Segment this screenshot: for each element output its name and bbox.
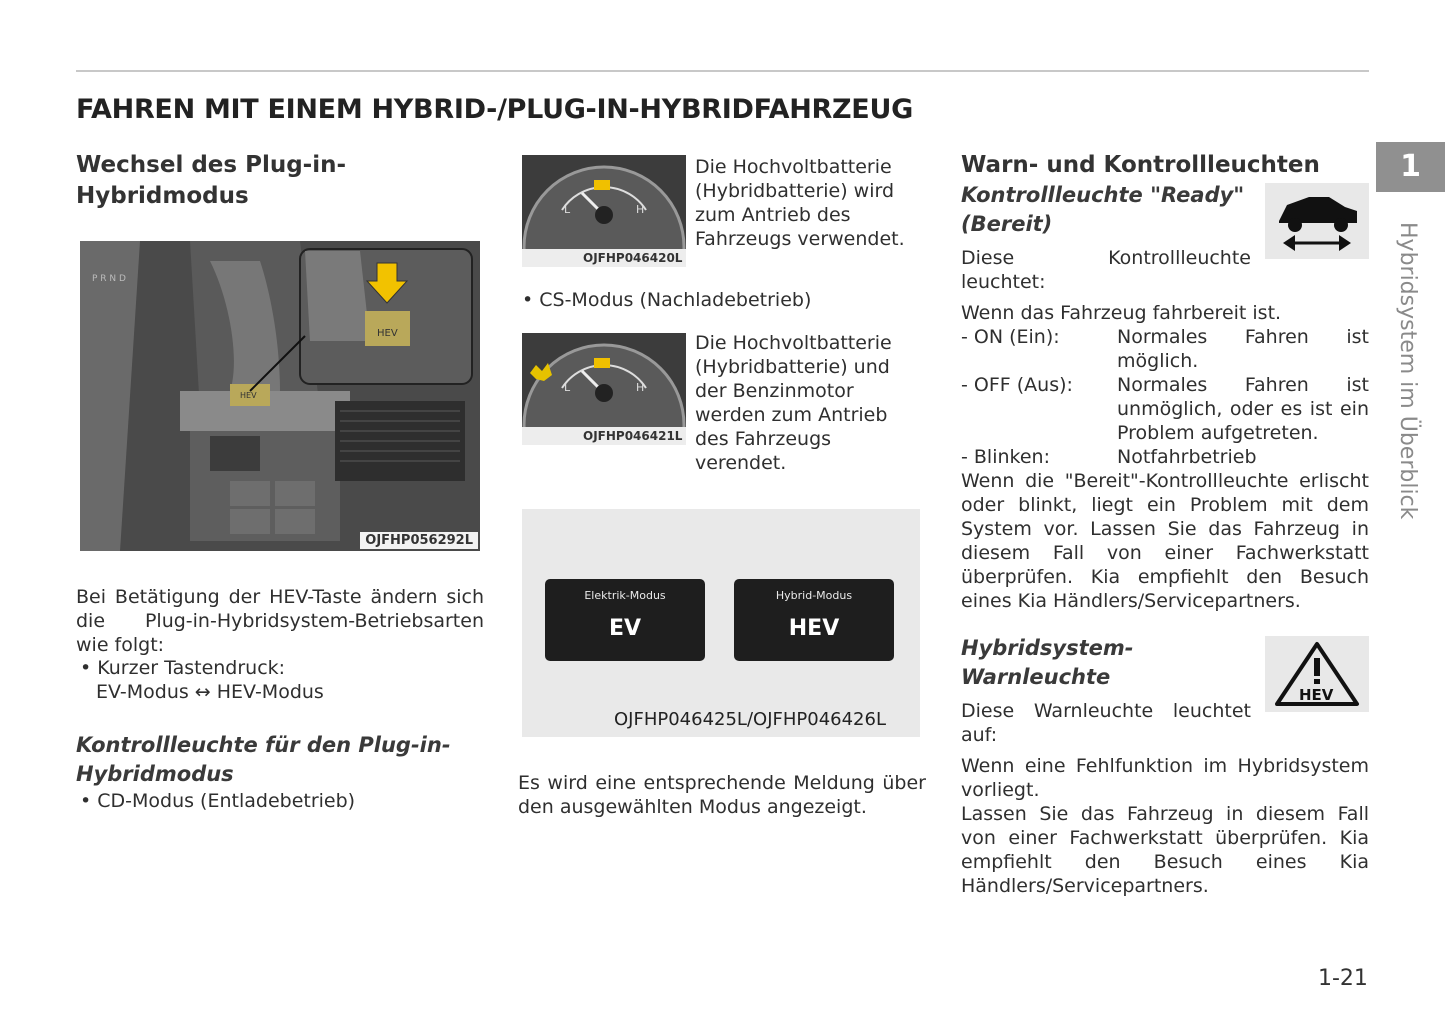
- page-title: FAHREN MIT EINEM HYBRID-/PLUG-IN-HYBRIDFAHRZEUG: [76, 94, 913, 125]
- warning-lights-heading: Warn- und Kontrollleuchten: [961, 152, 1320, 178]
- gauge-figure-2: [522, 333, 686, 445]
- bullet-short-press-detail: EV-Modus ↔ HEV-Modus: [96, 681, 324, 703]
- status-key: - ON (Ein):: [961, 326, 1060, 348]
- subheading-line1: Kontrollleuchte für den Plug-in-: [76, 733, 451, 757]
- bullet-cs-mode: • CS-Modus (Nachladebetrieb): [522, 289, 812, 311]
- ready-heading: [961, 181, 1261, 239]
- figure-code: OJFHP056292L: [360, 532, 478, 549]
- ready-indicator-icon: [1265, 183, 1369, 259]
- top-rule: [76, 70, 1369, 72]
- ev-mode-label: Elektrik-Modus: [584, 589, 666, 602]
- hev-mode-display: [734, 579, 894, 661]
- mode-display-figure: [522, 509, 920, 737]
- hybrid-warning-heading-line2: Warnleuchte: [961, 665, 1111, 689]
- ready-when: Wenn das Fahrzeug fahrbereit ist.: [961, 302, 1282, 324]
- hybrid-warning-heading: [961, 634, 1261, 692]
- status-row-on: [961, 325, 1369, 373]
- hev-button-paragraph: Bei Betätigung der HEV-Taste ändern sich die Plug-in-Hybridsystem-Betriebsarten wie folgt:: [76, 586, 484, 656]
- gauge1-high: H: [636, 203, 645, 216]
- hybrid-warning-heading-line1: Hybridsystem-: [961, 636, 1134, 660]
- ready-heading-line2: (Bereit): [961, 212, 1053, 236]
- status-key: - OFF (Aus):: [961, 374, 1073, 396]
- ready-intro: Diese Kontrollleuchte leuchtet:: [961, 247, 1251, 293]
- ready-status-table: [961, 325, 1369, 469]
- hev-mode-value: HEV: [788, 616, 840, 641]
- console-figure: [80, 241, 480, 551]
- gauge2-high: H: [636, 381, 645, 394]
- status-value: Notfahrbetrieb: [1117, 446, 1257, 468]
- status-key: - Blinken:: [961, 446, 1050, 468]
- warning-intro: Diese Warnleuchte leuchtet auf:: [961, 700, 1251, 746]
- warning-when: Wenn eine Fehlfunktion im Hybridsystem vorliegt.: [961, 755, 1369, 801]
- hev-warning-icon: [1265, 636, 1369, 712]
- chapter-side-label: [1390, 222, 1430, 542]
- section-heading-line1: Wechsel des Plug-in-: [76, 152, 347, 178]
- status-row-blink: [961, 445, 1369, 469]
- gear-letters: P R N D: [92, 274, 126, 284]
- hev-warning-icon-text: HEV: [1299, 686, 1334, 704]
- gauge2-low: L: [564, 381, 571, 394]
- status-value: Normales Fahren ist möglich.: [1117, 326, 1369, 372]
- console-illustration: [80, 241, 480, 551]
- ready-heading-line1: Kontrollleuchte "Ready": [961, 183, 1245, 207]
- gauge1-low: L: [564, 203, 571, 216]
- cs-mode-description: Die Hochvoltbatterie (Hybridbatterie) und der Benzinmotor werden zum Antrieb des Fahrzeugs verendet.: [695, 332, 892, 474]
- console-hev-zoom: HEV: [377, 328, 398, 339]
- section-heading-line2: Hybridmodus: [76, 183, 249, 209]
- chapter-side-label-text: Hybridsystem im Überblick: [1395, 222, 1420, 520]
- ev-mode-value: EV: [608, 616, 642, 641]
- mode-message-paragraph: Es wird eine entsprechende Meldung über den ausgewählten Modus angezeigt.: [518, 772, 926, 818]
- ev-mode-display: [545, 579, 705, 661]
- page-number: 1-21: [1318, 966, 1368, 991]
- bullet-short-press: • Kurzer Tastendruck:: [80, 657, 286, 679]
- gauge-figure-2-code: OJFHP046421L: [583, 429, 683, 443]
- gauge-figure-1-code: OJFHP046420L: [583, 251, 683, 265]
- cd-mode-description: Die Hochvoltbatterie (Hybridbatterie) wird zum Antrieb des Fahrzeugs verwendet.: [695, 156, 905, 250]
- console-hev-small: HEV: [240, 391, 257, 400]
- subheading-line2: Hybridmodus: [76, 762, 234, 786]
- gauge-figure-1: [522, 155, 686, 267]
- warning-paragraph: Lassen Sie das Fahrzeug in diesem Fall von einer Fachwerkstatt überprüfen. Kia empfiehlt den Besuch eines Kia Händlers/Servicepartners.: [961, 803, 1369, 897]
- section-heading-mode-switch: [76, 150, 496, 212]
- mode-figure-code: OJFHP046425L/OJFHP046426L: [614, 709, 886, 730]
- subheading-plugin-indicator: [76, 731, 496, 789]
- status-value: Normales Fahren ist unmöglich, oder es ist ein Problem aufgetreten.: [1117, 374, 1369, 444]
- status-row-off: [961, 373, 1369, 445]
- bullet-cd-mode: • CD-Modus (Entladebetrieb): [80, 790, 356, 812]
- chapter-tab: 1: [1376, 142, 1445, 192]
- hev-mode-label: Hybrid-Modus: [775, 589, 853, 602]
- ready-paragraph: Wenn die "Bereit"-Kontrollleuchte erlischt oder blinkt, liegt ein Problem mit dem System vor. Lassen Sie das Fahrzeug in diesem Fall von einer Fachwerkstatt überprüfen. Kia empfiehlt den Besuch eines Kia Händlers/Servicepartners.: [961, 470, 1369, 612]
